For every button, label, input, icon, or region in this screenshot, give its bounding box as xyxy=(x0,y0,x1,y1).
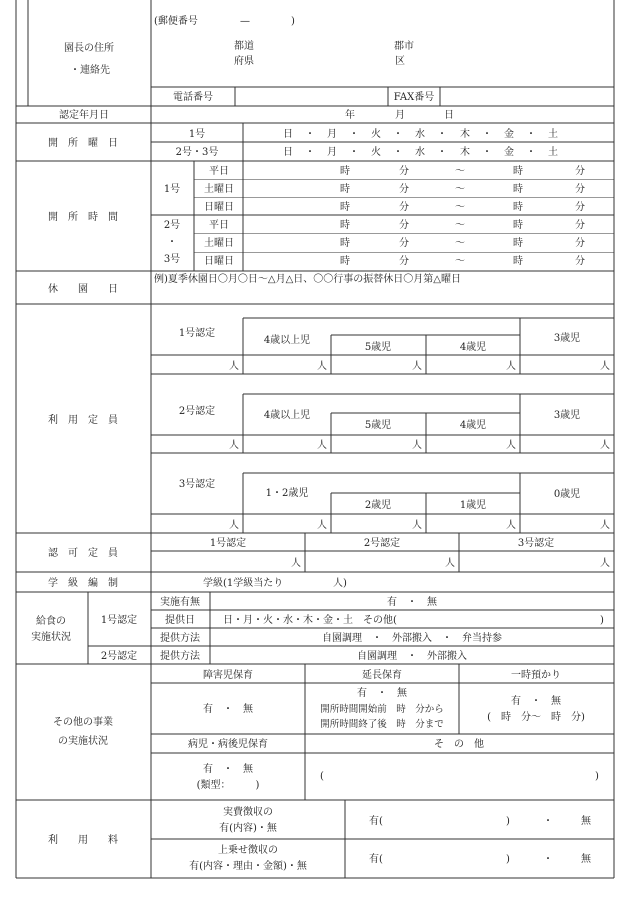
capacity-age-group-2: 4歳以上児 xyxy=(263,410,311,421)
fees-label: 利 用 料 xyxy=(48,835,118,846)
postal-code-dash: — xyxy=(240,16,250,27)
weekday: 土 xyxy=(548,147,558,158)
range-tilde: 〜 xyxy=(455,184,465,195)
weekdays-row1 xyxy=(283,127,558,140)
prefecture-label-1: 都道 xyxy=(234,41,254,52)
time-row xyxy=(340,182,585,195)
range-tilde: 〜 xyxy=(455,202,465,213)
minute-unit: 分 xyxy=(399,238,409,249)
weekday: 水 xyxy=(415,147,425,158)
weekday-sep: ・ xyxy=(393,129,403,140)
unit: 人 xyxy=(291,558,301,569)
weekday: 木 xyxy=(460,147,470,158)
capacity-sub2-3: 1歳児 xyxy=(459,500,487,511)
weekday: 月 xyxy=(327,129,337,140)
year-unit: 年 xyxy=(345,110,355,121)
minute-unit: 分 xyxy=(575,238,585,249)
class-value-pre: 学級(1学級当たり xyxy=(203,578,284,589)
hours-group2-label-1: 2号 xyxy=(163,220,181,231)
unit: 人 xyxy=(317,361,327,372)
capacity-age-group-1: 4歳以上児 xyxy=(263,335,311,346)
unit: 人 xyxy=(506,520,516,531)
time-row xyxy=(340,200,585,213)
hour-unit: 時 xyxy=(513,166,523,177)
unit: 人 xyxy=(229,440,239,451)
day-type-saturday: 土曜日 xyxy=(204,238,234,249)
time-row xyxy=(340,236,585,249)
capacity-last-3: 0歳児 xyxy=(553,489,581,500)
other-close-paren: ) xyxy=(595,771,599,782)
meals-label-2: 実施状況 xyxy=(31,632,71,643)
implemented-value: 有 ・ 無 xyxy=(387,597,437,608)
authorized-capacity-section xyxy=(48,537,610,569)
minute-unit: 分 xyxy=(575,184,585,195)
director-label-line1: 園長の住所 xyxy=(64,43,114,54)
unit: 人 xyxy=(445,558,455,569)
weekday-sep: ・ xyxy=(393,147,403,158)
class-label: 学 級 編 制 xyxy=(48,578,118,589)
unit: 人 xyxy=(600,361,610,372)
capacity-cert-2: 2号認定 xyxy=(178,406,216,417)
extended-value-3: 開所時間終了後 時 分まで xyxy=(320,719,444,730)
class-value-post: 人) xyxy=(333,578,347,589)
extended-value-2: 開所時間開始前 時 分から xyxy=(320,704,444,715)
phone-label: 電話番号 xyxy=(173,92,213,103)
other-open-paren: ( xyxy=(320,771,324,782)
city-label-1: 郡市 xyxy=(394,41,414,52)
method2-label: 提供方法 xyxy=(160,651,200,662)
weekday: 水 xyxy=(415,129,425,140)
capacity-sub1-3: 2歳児 xyxy=(364,500,392,511)
authorized-cert-1: 1号認定 xyxy=(209,538,247,549)
sick-child-header: 病児・病後児保育 xyxy=(188,739,268,750)
time-row xyxy=(340,164,585,177)
certification-date-row xyxy=(59,108,454,121)
actual-cost-none: 無 xyxy=(581,816,591,827)
range-tilde: 〜 xyxy=(455,166,465,177)
actual-cost-dot: ・ xyxy=(543,816,553,827)
minute-unit: 分 xyxy=(575,166,585,177)
unit: 人 xyxy=(229,361,239,372)
unit: 人 xyxy=(600,520,610,531)
temporary-value-2: ( 時 分〜 時 分) xyxy=(487,712,585,723)
other-services-section xyxy=(53,668,599,791)
hours-group2-label-3: 3号 xyxy=(163,254,181,265)
actual-cost-open: 有( xyxy=(369,816,383,827)
other-header: そ の 他 xyxy=(434,739,484,750)
method2-value: 自園調理 ・ 外部搬入 xyxy=(357,651,467,662)
minute-unit: 分 xyxy=(399,166,409,177)
sick-child-value-1: 有 ・ 無 xyxy=(203,764,253,775)
meals-cert-2: 2号認定 xyxy=(100,651,138,662)
unit: 人 xyxy=(317,440,327,451)
capacity-cert-1: 1号認定 xyxy=(178,328,216,339)
extra-fee-label-1: 上乗せ徴収の xyxy=(218,845,278,856)
method1-value: 自園調理 ・ 外部搬入 ・ 弁当持参 xyxy=(322,633,502,644)
hour-unit: 時 xyxy=(513,238,523,249)
weekday-sep: ・ xyxy=(437,147,447,158)
fees-section xyxy=(48,805,592,872)
closed-days-row xyxy=(48,272,461,295)
day-type-sunday: 日曜日 xyxy=(204,202,234,213)
method1-label: 提供方法 xyxy=(160,633,200,644)
days-value: 日・月・火・水・木・金・土 その他( xyxy=(223,615,397,626)
weekdays-row2-label: 2号・3号 xyxy=(175,147,219,158)
capacity-sub2-1: 4歳児 xyxy=(459,342,487,353)
weekday: 土 xyxy=(548,129,558,140)
weekday-sep: ・ xyxy=(349,147,359,158)
extra-fee-open: 有( xyxy=(369,854,383,865)
capacity-last-2: 3歳児 xyxy=(553,410,581,421)
extra-fee-close: ) xyxy=(506,854,510,865)
capacity-sub1-2: 5歳児 xyxy=(364,420,392,431)
actual-cost-close: ) xyxy=(506,816,510,827)
open-weekdays-label: 開 所 曜 日 xyxy=(48,138,118,149)
weekdays-row1-label: 1号 xyxy=(188,129,206,140)
hour-unit: 時 xyxy=(513,184,523,195)
class-structure-row xyxy=(48,576,347,589)
weekday: 金 xyxy=(504,129,514,140)
extended-value-1: 有 ・ 無 xyxy=(357,688,407,699)
days-close: ) xyxy=(600,615,604,626)
postal-code-close: ) xyxy=(291,16,295,27)
unit: 人 xyxy=(317,520,327,531)
weekday-sep: ・ xyxy=(482,129,492,140)
extra-fee-none: 無 xyxy=(581,854,591,865)
temporary-header: 一時預かり xyxy=(511,670,561,681)
authorized-cert-3: 3号認定 xyxy=(517,538,555,549)
days-label: 提供日 xyxy=(165,615,195,626)
director-label-line2: ・連絡先 xyxy=(70,65,110,76)
city-label-2: 区 xyxy=(395,56,405,67)
extra-fee-dot: ・ xyxy=(543,854,553,865)
capacity-last-1: 3歳児 xyxy=(553,333,581,344)
disability-header: 障害児保育 xyxy=(203,670,253,681)
hour-unit: 時 xyxy=(340,256,350,267)
open-hours-label: 開 所 時 間 xyxy=(48,212,118,223)
prefecture-label-2: 府県 xyxy=(234,56,254,67)
weekday: 火 xyxy=(371,129,381,140)
open-weekdays-section xyxy=(48,127,558,158)
hour-unit: 時 xyxy=(513,202,523,213)
hour-unit: 時 xyxy=(340,238,350,249)
extra-fee-label-2: 有(内容・理由・金額)・無 xyxy=(189,861,307,872)
fax-label: FAX番号 xyxy=(393,92,435,103)
postal-code-label: (郵便番号 xyxy=(154,16,198,27)
time-row xyxy=(340,218,585,231)
authorized-label: 認 可 定 員 xyxy=(48,548,118,559)
authorized-cert-2: 2号認定 xyxy=(363,538,401,549)
disability-value: 有 ・ 無 xyxy=(203,704,253,715)
hour-unit: 時 xyxy=(340,220,350,231)
weekday-sep: ・ xyxy=(482,147,492,158)
weekday-sep: ・ xyxy=(526,129,536,140)
unit: 人 xyxy=(229,520,239,531)
day-unit: 日 xyxy=(444,110,454,121)
unit: 人 xyxy=(600,440,610,451)
minute-unit: 分 xyxy=(399,220,409,231)
minute-unit: 分 xyxy=(399,256,409,267)
closed-days-label: 休 園 日 xyxy=(48,284,118,295)
weekday: 日 xyxy=(283,129,293,140)
unit: 人 xyxy=(412,361,422,372)
weekday: 火 xyxy=(371,147,381,158)
actual-cost-label-2: 有(内容)・無 xyxy=(219,823,277,834)
weekday: 金 xyxy=(504,147,514,158)
temporary-value-1: 有 ・ 無 xyxy=(511,696,561,707)
capacity-age-group-3: 1・2歳児 xyxy=(265,488,309,499)
unit: 人 xyxy=(412,520,422,531)
hours-group1-label: 1号 xyxy=(163,184,181,195)
weekday-sep: ・ xyxy=(526,147,536,158)
month-unit: 月 xyxy=(395,110,405,121)
meals-section xyxy=(31,595,604,662)
minute-unit: 分 xyxy=(399,202,409,213)
hour-unit: 時 xyxy=(340,166,350,177)
certification-date-label: 認定年月日 xyxy=(59,110,109,121)
day-type-weekday: 平日 xyxy=(209,220,229,231)
weekday-sep: ・ xyxy=(437,129,447,140)
other-services-label-2: の実施状況 xyxy=(58,736,108,747)
weekday-sep: ・ xyxy=(305,129,315,140)
weekdays-row2 xyxy=(283,145,558,158)
range-tilde: 〜 xyxy=(455,256,465,267)
day-type-weekday: 平日 xyxy=(209,166,229,177)
minute-unit: 分 xyxy=(575,220,585,231)
weekday: 木 xyxy=(460,129,470,140)
open-hours-section xyxy=(48,164,585,267)
range-tilde: 〜 xyxy=(455,220,465,231)
unit: 人 xyxy=(506,361,516,372)
hours-group2-label-2: ・ xyxy=(167,237,177,248)
capacity-section xyxy=(48,327,610,531)
unit: 人 xyxy=(506,440,516,451)
minute-unit: 分 xyxy=(575,256,585,267)
actual-cost-label-1: 実費徴収の xyxy=(223,807,273,818)
capacity-cert-3: 3号認定 xyxy=(178,479,216,490)
hour-unit: 時 xyxy=(340,184,350,195)
weekday-sep: ・ xyxy=(349,129,359,140)
capacity-sub1-1: 5歳児 xyxy=(364,342,392,353)
hour-unit: 時 xyxy=(340,202,350,213)
weekday-sep: ・ xyxy=(305,147,315,158)
meals-label-1: 給食の xyxy=(36,616,66,627)
sick-child-value-2: (類型： ) xyxy=(196,780,260,791)
day-type-saturday: 土曜日 xyxy=(204,184,234,195)
extended-header: 延長保育 xyxy=(362,670,402,681)
day-type-sunday: 日曜日 xyxy=(204,256,234,267)
minute-unit: 分 xyxy=(575,202,585,213)
other-services-label-1: その他の事業 xyxy=(53,717,113,728)
unit: 人 xyxy=(600,558,610,569)
director-section xyxy=(64,14,434,103)
capacity-sub2-2: 4歳児 xyxy=(459,420,487,431)
unit: 人 xyxy=(412,440,422,451)
weekday: 月 xyxy=(327,147,337,158)
closed-days-example: 例)夏季休園日〇月〇日〜△月△日、〇〇行事の振替休日〇月第△曜日 xyxy=(154,274,461,285)
hour-unit: 時 xyxy=(513,220,523,231)
minute-unit: 分 xyxy=(399,184,409,195)
range-tilde: 〜 xyxy=(455,238,465,249)
implemented-label: 実施有無 xyxy=(160,597,200,608)
hour-unit: 時 xyxy=(513,256,523,267)
meals-cert-1: 1号認定 xyxy=(100,615,138,626)
weekday: 日 xyxy=(283,147,293,158)
time-row xyxy=(340,254,585,267)
capacity-label: 利 用 定 員 xyxy=(48,415,118,426)
